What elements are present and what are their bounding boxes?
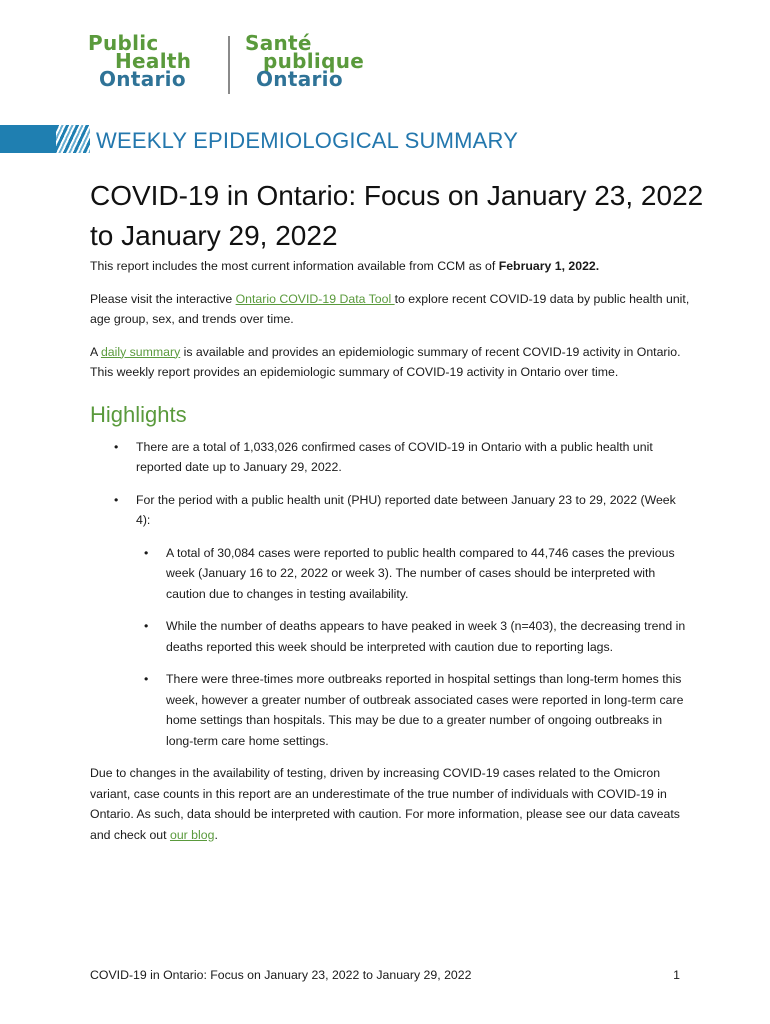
closing-text: Due to changes in the availability of testing, driven by increasing COVID-19 cases related to the Omicron variant, case counts in this report are an underestimate of the true number of individuals with COVID-19 in Ontario. As such, data should be interpreted with caution. For more information, please see our data caveats and check out bbox=[90, 766, 680, 842]
week-highlights-sublist bbox=[136, 543, 690, 752]
bullet-icon: • bbox=[144, 672, 149, 686]
intro-p3-after: is available and provides an epidemiologic summary of recent COVID-19 activity in Ontario. This weekly report provides an epidemiologic summary of COVID-19 activity in Ontario over time. bbox=[90, 344, 681, 379]
logo-french bbox=[245, 31, 365, 91]
footer-title: COVID-19 in Ontario: Focus on January 23, 2022 to January 29, 2022 bbox=[90, 968, 472, 982]
intro-p1-text: This report includes the most current information available from CCM as of bbox=[90, 259, 499, 273]
public-health-ontario-logo bbox=[88, 31, 388, 100]
logo-fr-line-2: publique bbox=[263, 49, 365, 73]
report-body bbox=[90, 256, 690, 857]
list-item bbox=[136, 616, 690, 657]
intro-p3-before: A bbox=[90, 344, 101, 359]
section-banner-stripes bbox=[56, 125, 90, 153]
logo-fr-line-3: Ontario bbox=[256, 67, 343, 91]
highlights-heading: Highlights bbox=[90, 401, 187, 427]
highlights-list bbox=[90, 437, 690, 752]
logo-en-line-1: Public bbox=[88, 31, 159, 55]
blog-link[interactable]: our blog bbox=[169, 827, 215, 842]
logo-english bbox=[88, 31, 192, 91]
highlight-outbreaks: There were three-times more outbreaks reported in hospital settings than long-term homes this week, however a greater number of outbreak associated cases were reported in long-term care home settings than hospitals. This may be due to a greater number of ongoing outbreaks in long-term care home settings. bbox=[166, 672, 684, 748]
logo-divider bbox=[228, 36, 230, 94]
highlight-total-cases: There are a total of 1,033,026 confirmed cases of COVID-19 in Ontario with a public health unit reported date up to January 29, 2022. bbox=[136, 439, 653, 474]
list-item bbox=[136, 669, 690, 751]
intro-paragraph-3 bbox=[90, 342, 690, 383]
bullet-icon: • bbox=[114, 492, 119, 507]
report-date: February 1, 2022. bbox=[498, 259, 600, 273]
list-item bbox=[90, 490, 690, 752]
bullet-icon: • bbox=[144, 545, 149, 560]
list-item bbox=[136, 543, 690, 605]
logo-en-line-2: Health bbox=[115, 49, 192, 73]
bullet-icon: • bbox=[144, 619, 149, 633]
list-item bbox=[90, 437, 690, 478]
intro-p2-after: to explore recent COVID-19 data by public health unit, age group, sex, and trends over time. bbox=[90, 291, 690, 326]
page-number: 1 bbox=[673, 968, 680, 982]
intro-paragraph-1 bbox=[90, 256, 690, 277]
intro-paragraph-2 bbox=[90, 289, 690, 330]
closing-end: . bbox=[214, 827, 218, 842]
highlight-week-period: For the period with a public health unit (PHU) reported date between January 23 to 29, 2022 (Week 4): bbox=[136, 492, 676, 527]
page-footer bbox=[90, 968, 680, 982]
page-title: COVID-19 in Ontario: Focus on January 23, 2022 to January 29, 2022 bbox=[90, 180, 704, 251]
daily-summary-link[interactable]: daily summary bbox=[100, 344, 181, 359]
highlight-weekly-cases: A total of 30,084 cases were reported to public health compared to 44,746 cases the previous week (January 16 to 22, 2022 or week 3). The number of cases should be interpreted with caution due to changes in testing availability. bbox=[166, 545, 675, 601]
logo-fr-line-1: Santé bbox=[245, 31, 312, 55]
section-title: WEEKLY EPIDEMIOLOGICAL SUMMARY bbox=[96, 128, 519, 153]
data-tool-link[interactable]: Ontario COVID-19 Data Tool bbox=[235, 291, 395, 306]
logo-en-line-3: Ontario bbox=[99, 67, 186, 91]
highlight-deaths: While the number of deaths appears to have peaked in week 3 (n=403), the decreasing trend in deaths reported this week should be interpreted with caution due to reporting lags. bbox=[166, 619, 686, 654]
bullet-icon: • bbox=[114, 439, 119, 454]
closing-paragraph bbox=[90, 763, 690, 845]
intro-p2-before: Please visit the interactive bbox=[90, 291, 236, 306]
